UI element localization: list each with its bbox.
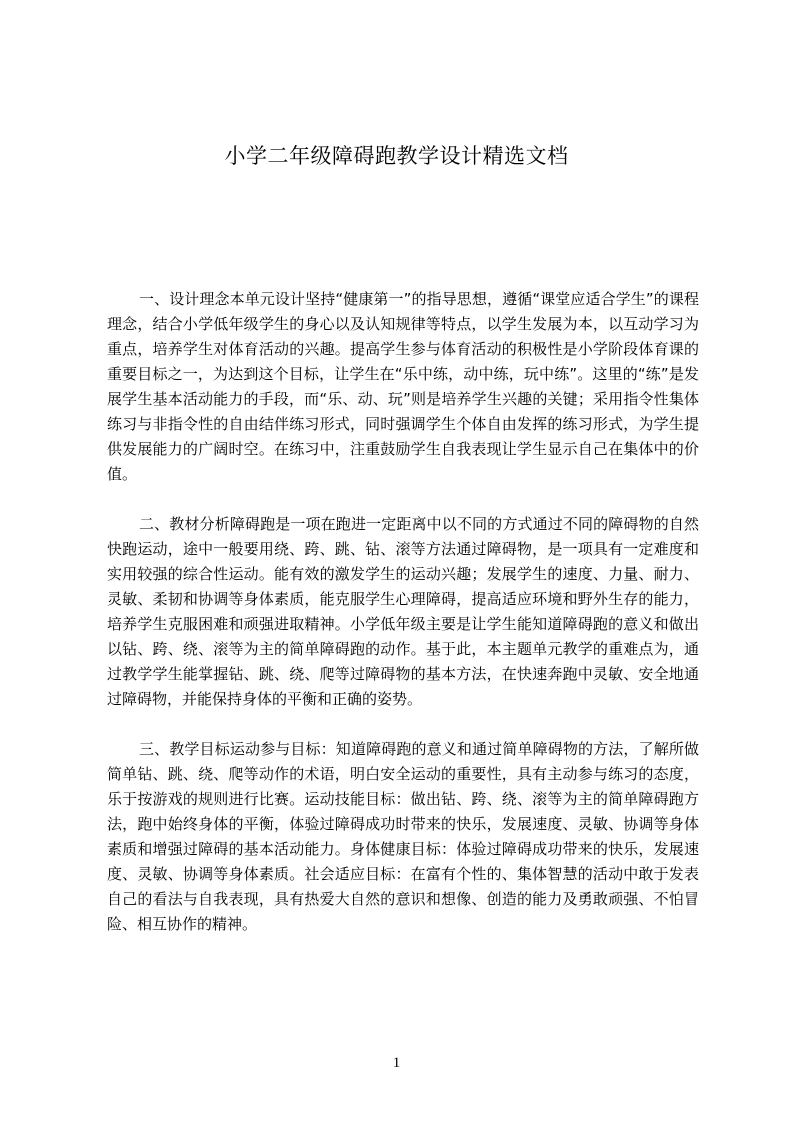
document-title: 小学二年级障碍跑教学设计精选文档 xyxy=(224,144,569,168)
paragraph-material-analysis: 二、教材分析障碍跑是一项在跑进一定距离中以不同的方式通过不同的障碍物的自然快跑运动，途中一般要用绕、跨、跳、钻、滚等方法通过障碍物，是一项具有一定难度和实用较强的综合性运动。能有效的激发学生的运动兴趣；发展学生的速度、力量、耐力、灵敏、柔韧和协调等身体素质，能克服学生心理障碍，提高适应环境和野外生存的能力，培养学生克服困难和顽强进取精神。小学低年级主要是让学生能知道障碍跑的意义和做出以钻、跨、绕、滚等为主的简单障碍跑的动作。基于此，本主题单元教学的重难点为，通过教学学生能掌握钻、跳、绕、爬等过障碍物的基本方法，在快速奔跑中灵敏、安全地通过障碍物，并能保持身体的平衡和正确的姿势。 xyxy=(107,515,699,708)
page-number: 1 xyxy=(392,1055,401,1071)
paragraph-teaching-goals: 三、教学目标运动参与目标：知道障碍跑的意义和通过简单障碍物的方法，了解所做简单钻、跳、绕、爬等动作的术语，明白安全运动的重要性，具有主动参与练习的态度，乐于按游戏的规则进行比赛。运动技能目标：做出钻、跨、绕、滚等为主的简单障碍跑方法，跑中始终身体的平衡，体验过障碍成功时带来的快乐，发展速度、灵敏、协调等身体素质和增强过障碍的基本活动能力。身体健康目标：体验过障碍成功带来的快乐，发展速度、灵敏、协调等身体素质。社会适应目标：在富有个性的、集体智慧的活动中敢于发表自己的看法与自我表现，具有热爱大自然的意识和想像、创造的能力及勇敢顽强、不怕冒险、相互协作的精神。 xyxy=(107,740,699,933)
paragraph-design-concept: 一、设计理念本单元设计坚持“健康第一”的指导思想，遵循“课堂应适合学生”的课程理念，结合小学低年级学生的身心以及认知规律等特点，以学生发展为本，以互动学习为重点，培养学生对体育活动的兴趣。提高学生参与体育活动的积极性是小学阶段体育课的重要目标之一，为达到这个目标，让学生在“乐中练，动中练，玩中练”。这里的“练”是发展学生基本活动能力的手段，而“乐、动、玩”则是培养学生兴趣的关键；采用指令性集体练习与非指令性的自由结伴练习形式，同时强调学生个体自由发挥的练习形式，为学生提供发展能力的广阔时空。在练习中，注重鼓励学生自我表现让学生显示自己在集体中的价值。 xyxy=(107,290,699,483)
document-body xyxy=(107,287,699,962)
